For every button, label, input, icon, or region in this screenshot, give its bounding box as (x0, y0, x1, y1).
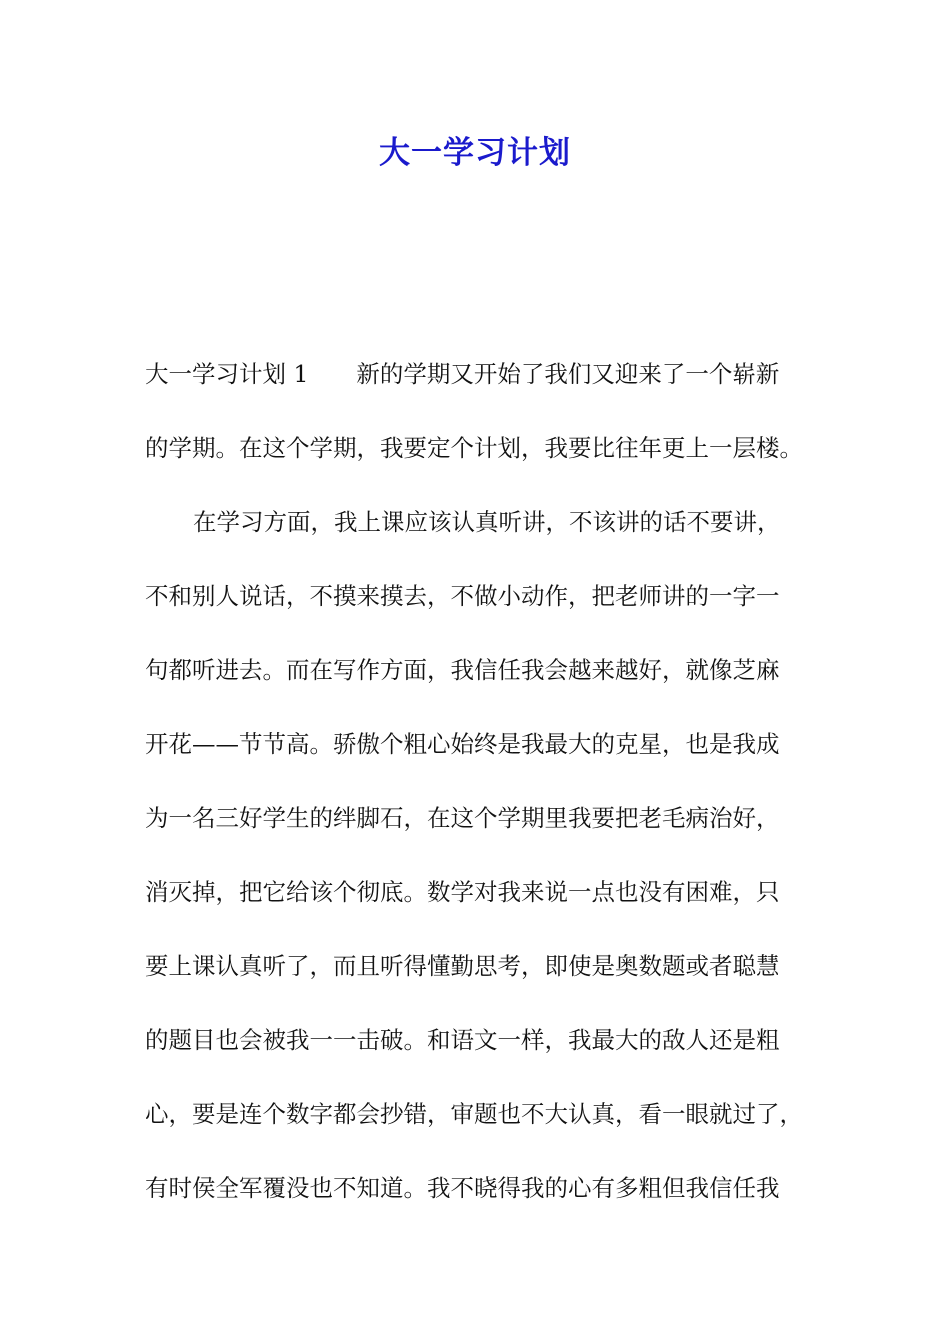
paragraph-line-6: 开花——节节高。骄傲个粗心始终是我最大的克星，也是我成 (145, 730, 780, 758)
paragraph-line-9: 要上课认真听了，而且听得懂勤思考，即使是奥数题或者聪慧 (145, 952, 780, 980)
paragraph-line-7: 为一名三好学生的绊脚石，在这个学期里我要把老毛病治好， (145, 804, 780, 832)
paragraph-line-4: 不和别人说话，不摸来摸去，不做小动作，把老师讲的一字一 (145, 582, 780, 610)
paragraph-line-10: 的题目也会被我一一击破。和语文一样，我最大的敌人还是粗 (145, 1026, 780, 1054)
paragraph-line-5: 句都听进去。而在写作方面，我信任我会越来越好，就像芝麻 (145, 656, 780, 684)
paragraph-line-11: 心，要是连个数字都会抄错，审题也不大认真，看一眼就过了， (145, 1100, 803, 1128)
paragraph-line-1 (145, 337, 825, 411)
paragraph-line-8: 消灭掉，把它给该个彻底。数学对我来说一点也没有困难，只 (145, 878, 780, 906)
document-title: 大一学习计划 (379, 135, 571, 171)
line-text: 新的学期又开始了我们又迎来了一个崭新 (356, 360, 780, 388)
document-body (145, 337, 825, 1225)
paragraph-line-3: 在学习方面，我上课应该认真听讲，不该讲的话不要讲， (193, 508, 781, 536)
section-label: 大一学习计划 1 (145, 360, 309, 388)
paragraph-line-12: 有时侯全军覆没也不知道。我不晓得我的心有多粗但我信任我 (145, 1174, 780, 1202)
paragraph-line-2: 的学期。在这个学期，我要定个计划，我要比往年更上一层楼。 (145, 434, 803, 462)
